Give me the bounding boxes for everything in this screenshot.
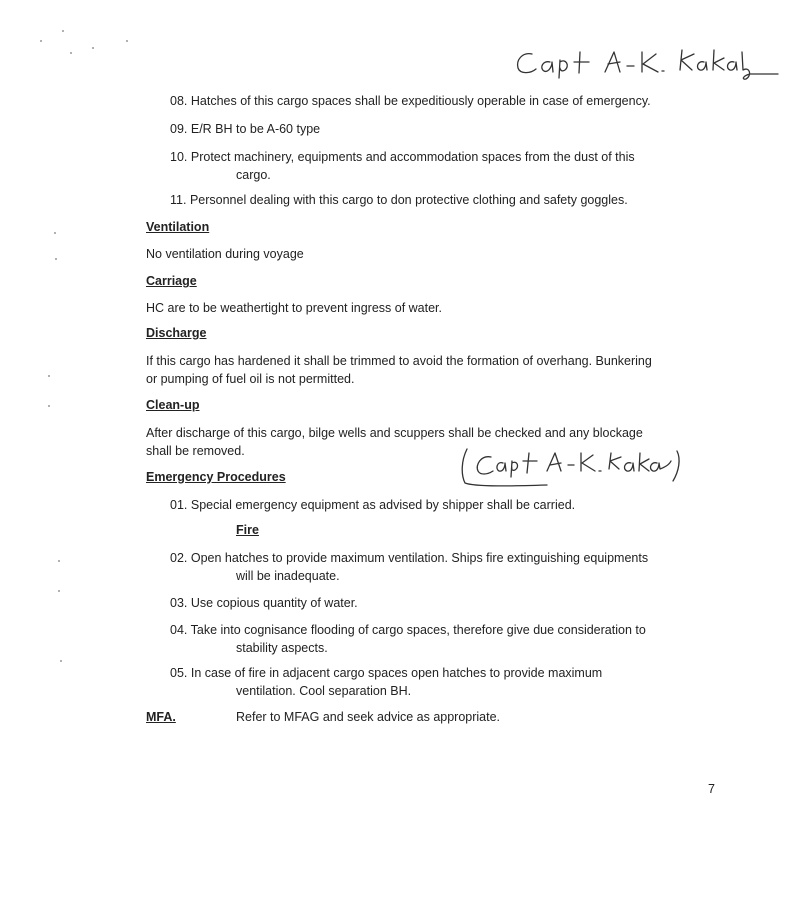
signature-middle (455, 443, 690, 493)
item-number: 08. (170, 94, 188, 108)
list-item (170, 191, 730, 209)
item-continuation: ventilation. Cool separation BH. (236, 684, 412, 698)
item-number: 10. (170, 150, 188, 164)
subsection-heading-fire: Fire (236, 523, 259, 537)
item-number: 04. (170, 623, 188, 637)
section-heading-cleanup: Clean-up (146, 398, 200, 412)
list-item (170, 148, 730, 184)
item-text: E/R BH to be A-60 type (190, 122, 321, 136)
item-number: 02. (170, 551, 188, 565)
list-item (170, 621, 730, 657)
signature-top (510, 38, 780, 83)
list-item (170, 92, 730, 110)
item-text: Hatches of this cargo spaces shall be expeditiously operable in case of emergency. (190, 94, 651, 108)
list-item (170, 549, 730, 585)
discharge-text-line1: If this cargo has hardened it shall be trimmed to avoid the formation of overhang. Bunkering (146, 354, 652, 368)
list-item (170, 120, 730, 138)
item-number: 09. (170, 122, 188, 136)
item-number: 05. (170, 666, 188, 680)
section-heading-carriage: Carriage (146, 274, 197, 288)
section-heading-emergency: Emergency Procedures (146, 470, 286, 484)
section-heading-ventilation: Ventilation (146, 220, 210, 234)
item-text: Take into cognisance flooding of cargo spaces, therefore give due consideration to (190, 623, 646, 637)
discharge-text-line2: or pumping of fuel oil is not permitted. (146, 372, 355, 386)
item-continuation: will be inadequate. (236, 569, 340, 583)
cleanup-text-line1: After discharge of this cargo, bilge wells and scuppers shall be checked and any blockage (146, 426, 643, 440)
item-continuation: cargo. (236, 168, 271, 182)
item-number: 11. (170, 193, 187, 207)
item-text: Personnel dealing with this cargo to don protective clothing and safety goggles. (189, 193, 628, 207)
item-text: Open hatches to provide maximum ventilation. Ships fire extinguishing equipments (190, 551, 649, 565)
list-item (170, 594, 730, 612)
list-item (170, 496, 730, 514)
item-continuation: stability aspects. (236, 641, 328, 655)
mfa-text: Refer to MFAG and seek advice as appropriate. (236, 710, 501, 724)
item-number: 03. (170, 596, 188, 610)
ventilation-text: No ventilation during voyage (146, 247, 304, 261)
carriage-text: HC are to be weathertight to prevent ingress of water. (146, 301, 442, 315)
item-text: Special emergency equipment as advised by shipper shall be carried. (190, 498, 576, 512)
cleanup-text-line2: shall be removed. (146, 444, 245, 458)
item-number: 01. (170, 498, 188, 512)
item-text: In case of fire in adjacent cargo spaces open hatches to provide maximum (190, 666, 603, 680)
mfa-label: MFA. (146, 710, 176, 724)
list-item (170, 664, 730, 700)
item-text: Protect machinery, equipments and accommodation spaces from the dust of this (190, 150, 635, 164)
page-number: 7 (708, 782, 715, 796)
section-heading-discharge: Discharge (146, 326, 207, 340)
item-text: Use copious quantity of water. (190, 596, 358, 610)
